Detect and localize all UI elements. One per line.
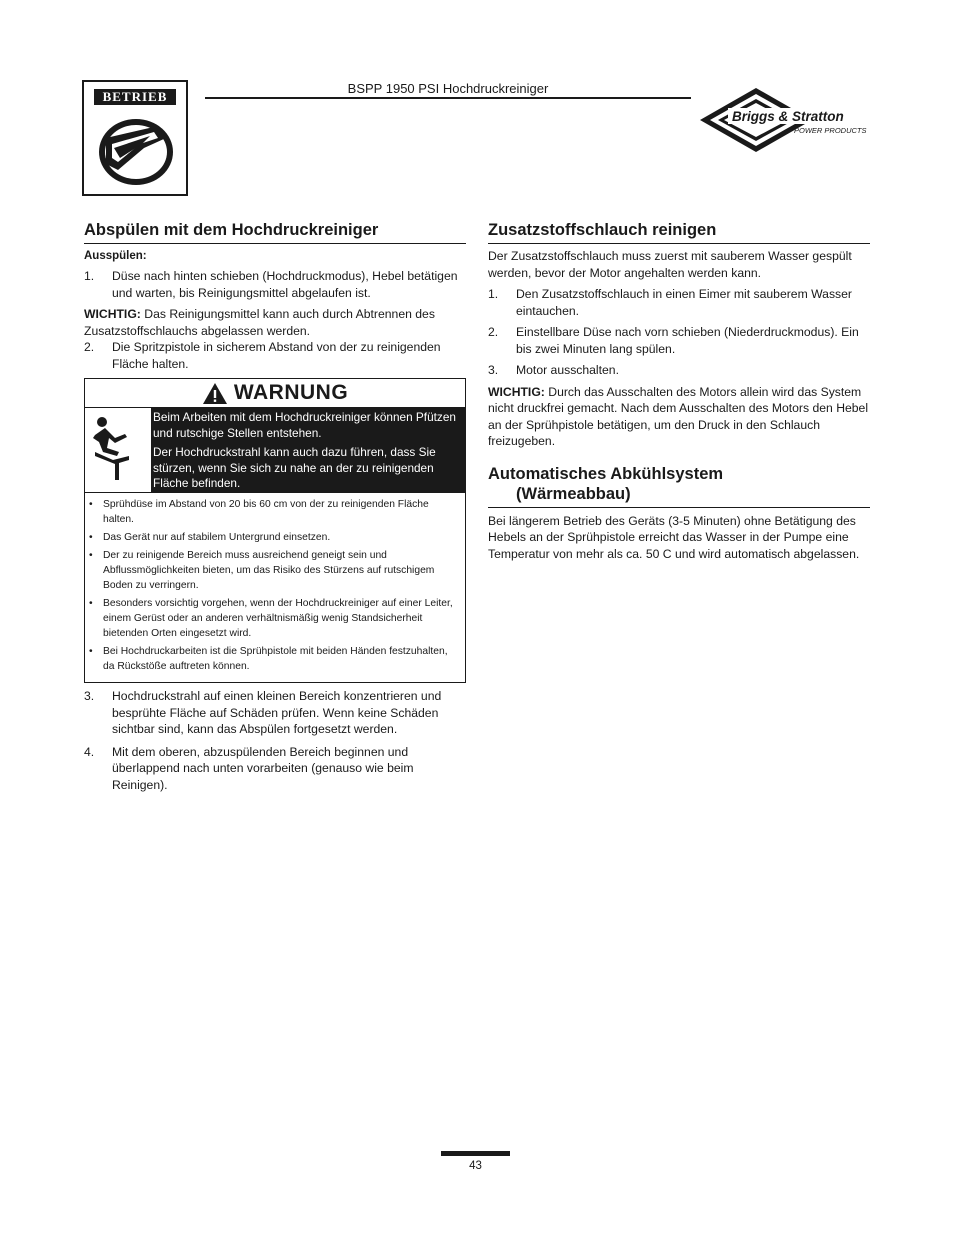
intro-text: Der Zusatzstoffschlauch muss zuerst mit sauberem Wasser gespült werden, bevor der Motor angehalten werden kann. <box>488 249 852 280</box>
cooling-text: Bei längerem Betrieb des Geräts (3-5 Minuten) ohne Betätigung des Hebels an der Sprühpistole erreicht das Wasser in der Pumpe eine Temperatur von mehr als ca. 50 C und wird automatisch abgelassen. <box>488 513 860 561</box>
list-item: • Bei Hochdruckarbeiten ist die Sprühpistole mit beiden Händen festzuhalten, da Rückstöße auftreten können. <box>89 646 448 672</box>
list-item: • Sprühdüse im Abstand von 20 bis 60 cm von der zu reinigenden Fläche halten. <box>89 499 429 525</box>
list-item: 2. Einstellbare Düse nach vorn schieben (Niederdruckmodus). Ein bis zwei Minuten lang spülen. <box>488 325 859 356</box>
warning-title: WARNUNG <box>233 381 349 404</box>
list-item: 3. Motor ausschalten. <box>488 363 619 377</box>
list-item: 1. Den Zusatzstoffschlauch in einen Eimer mit sauberem Wasser eintauchen. <box>488 287 852 318</box>
page-number: 43 <box>469 1160 482 1172</box>
warning-box <box>84 378 466 683</box>
right-column <box>488 220 870 562</box>
title-rule <box>205 97 691 99</box>
warning-header <box>85 379 465 408</box>
slip-fall-icon <box>85 408 151 492</box>
footer-bar <box>441 1151 510 1156</box>
important-note <box>84 306 466 339</box>
list-item: 1. Düse nach hinten schieben (Hochdruckmodus), Hebel betätigen und warten, bis Reinigungsmittel abgelaufen ist. <box>84 269 458 300</box>
document-title: BSPP 1950 PSI Hochdruckreiniger <box>347 81 549 96</box>
left-column <box>84 220 466 793</box>
section-badge <box>82 80 188 196</box>
warning-hazard-text: Beim Arbeiten mit dem Hochdruckreiniger können Pfützen und rutschige Stellen entstehen. Der Hochdruckstrahl kann auch dazu führen, dass Sie stürzen, wenn Sie sich zu nahe an der zu reinigenden Fläche befinden. <box>151 408 465 492</box>
warning-triangle-icon <box>202 382 228 405</box>
important-note <box>488 384 870 450</box>
list-item: 4. Mit dem oberen, abzuspülenden Bereich beginnen und überlappend nach unten vorarbeiten (genauso wie beim Reinigen). <box>84 744 414 792</box>
list-item: • Der zu reinigende Bereich muss ausreichend geneigt sein und Abflussmöglichkeiten bieten, um das Risiko des Stürzens auf rutschigem Boden zu verringern. <box>89 550 435 591</box>
brand-logo <box>698 86 868 159</box>
important-text: Das Reinigungsmittel kann auch durch Abtrennen des Zusatzstoffschlauchs abgelassen werden. <box>84 307 435 338</box>
important-label: WICHTIG: <box>488 384 545 399</box>
brand-logo-name: Briggs & Stratton <box>732 109 844 124</box>
list-item: 3. Hochdruckstrahl auf einen kleinen Bereich konzentrieren und besprühte Fläche auf Schäden prüfen. Wenn keine Schäden sichtbar sind, kann das Abspülen fortgesetzt werden. <box>84 689 442 736</box>
list-item: • Das Gerät nur auf stabilem Untergrund einsetzen. <box>89 532 331 543</box>
section-heading-additive-hose: Zusatzstoffschlauch reinigen <box>488 220 870 244</box>
list-item: 2. Die Spritzpistole in sicherem Abstand von der zu reinigenden Fläche halten. <box>84 340 441 371</box>
important-text: Durch das Ausschalten des Motors allein wird das System nicht druckfrei gemacht. Nach dem Ausschalten des Motors den Hebel an der Sprühpistole betätigen, um den Druck in den Schlauch freizugeben. <box>488 384 869 448</box>
section-heading-cooling: Automatisches Abkühlsystem (Wärmeabbau) <box>488 464 870 508</box>
section-heading-rinse: Abspülen mit dem Hochdruckreiniger <box>84 220 466 244</box>
warning-hazard-row <box>85 408 465 493</box>
important-label: WICHTIG: <box>84 307 141 321</box>
hand-on-lever-icon <box>96 108 176 188</box>
brand-logo-sub: POWER PRODUCTS <box>794 126 867 135</box>
list-item: • Besonders vorsichtig vorgehen, wenn der Hochdruckreiniger auf einer Leiter, einem Gerüst oder an anderen verhältnismäßig wenig Standsicherheit bietenden Orten eingesetzt wird. <box>89 598 453 639</box>
section-badge-label: BETRIEB <box>94 89 176 105</box>
subheading-rinse: Ausspülen: <box>84 250 147 262</box>
warning-bullet-list <box>85 493 465 682</box>
